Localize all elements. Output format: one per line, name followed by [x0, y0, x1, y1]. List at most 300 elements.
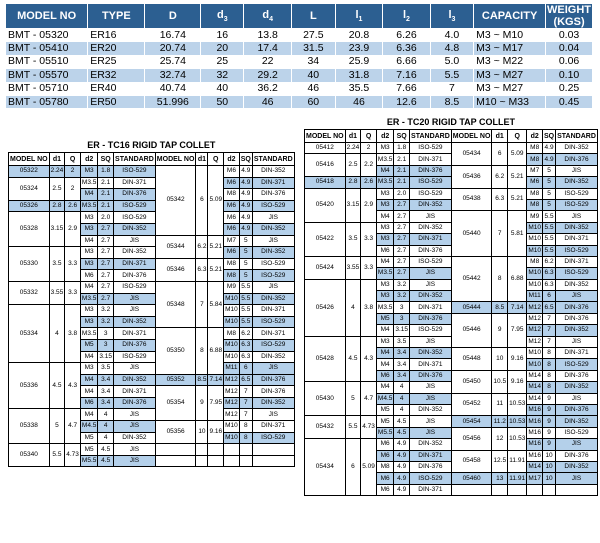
tc16-d2-cell: M3 [80, 363, 97, 375]
tc20-model-cell: 05448 [451, 348, 492, 371]
tc20-sq-cell: 5.5 [543, 245, 556, 256]
spec-cell: 0.06 [546, 55, 593, 68]
tc20-row [305, 336, 598, 347]
tc16-d2-cell: M6 [224, 177, 240, 189]
tc20-d2-cell: M10 [527, 222, 543, 233]
tc16-header-left-0: MODEL NO [9, 153, 50, 166]
tc20-q-cell: 2.9 [361, 188, 377, 222]
tc20-standard-cell: DIN-352 [556, 461, 598, 472]
spec-cell: ER40 [88, 82, 145, 95]
tc20-d2-cell: M6 [376, 439, 393, 450]
tc16-sq-cell: 5 [239, 247, 252, 259]
tc16-row [9, 281, 295, 293]
tc16-sq-cell: 1.8 [98, 166, 114, 178]
tc20-sq-cell: 5 [543, 199, 556, 210]
tc20-row [305, 439, 598, 450]
spec-row [6, 42, 593, 55]
spec-cell: 50 [201, 95, 244, 108]
tc20-sq-cell: 6.3 [543, 268, 556, 279]
tc16-q-cell: 5.09 [208, 166, 224, 236]
tc20-collet-table [304, 115, 598, 496]
tc20-header-left-4: SQ [394, 130, 410, 143]
tc16-sq-cell: 4.9 [239, 166, 252, 178]
tc16-sq-cell: 4.9 [239, 200, 252, 212]
tc16-d2-cell: M3 [80, 212, 97, 224]
spec-cell: 0.45 [546, 95, 593, 108]
spec-cell: 27.5 [291, 29, 335, 42]
tc20-d1-cell: 10.5 [492, 370, 508, 393]
spec-header-8 [430, 4, 473, 29]
tc16-q-cell: 5.84 [208, 281, 224, 327]
tc20-d1-cell: 6 [345, 439, 361, 496]
spec-cell: 5.0 [430, 55, 473, 68]
tc16-standard-cell: ISO-529 [252, 270, 294, 282]
tc16-model-cell: 05340 [9, 444, 50, 467]
tc16-empty-cell [252, 444, 294, 456]
tc16-q-cell: 9.16 [208, 421, 224, 444]
tc16-q-cell: 4.7 [65, 409, 81, 444]
tc20-q-cell: 11.91 [508, 450, 527, 473]
tc20-row [305, 382, 598, 393]
tc16-standard-cell: DIN-352 [114, 223, 156, 235]
tc16-standard-cell: DIN-352 [114, 374, 156, 386]
tc20-model-cell: 05444 [451, 302, 492, 313]
tc20-header-right-2: Q [508, 130, 527, 143]
tc20-header-left-1: d1 [345, 130, 361, 143]
tc20-sq-cell: 4.9 [394, 473, 410, 484]
tc20-standard-cell: DIN-376 [410, 165, 452, 176]
tc20-sq-cell: 4.9 [394, 461, 410, 472]
tc20-standard-cell: DIN-352 [410, 348, 452, 359]
tc16-header-right-2: Q [208, 153, 224, 166]
tc20-q-cell: 3.3 [361, 222, 377, 256]
tc20-model-cell: 05418 [305, 177, 346, 188]
tc16-d2-cell: M12 [224, 386, 240, 398]
tc16-model-cell: 05328 [9, 212, 50, 247]
tc16-standard-cell: ISO-529 [252, 339, 294, 351]
tc16-d1-cell: 10 [196, 421, 208, 444]
tc16-sq-cell: 4 [98, 432, 114, 444]
spec-row [6, 82, 593, 95]
tc20-standard-cell: DIN-376 [410, 313, 452, 324]
tc20-sq-cell: 2.7 [394, 245, 410, 256]
tc20-standard-cell: DIN-376 [556, 370, 598, 381]
spec-cell: ER25 [88, 55, 145, 68]
spec-cell: M3 ~ M17 [474, 42, 546, 55]
tc20-standard-cell: JIS [556, 393, 598, 404]
tc16-sq-cell: 5.5 [239, 316, 252, 328]
tc16-d2-cell: M6 [224, 212, 240, 224]
spec-header-subscript: 2 [406, 16, 410, 24]
tc16-d2-cell: M9 [224, 281, 240, 293]
tc20-model-cell: 05428 [305, 336, 346, 382]
tc20-standard-cell: ISO-529 [556, 268, 598, 279]
tc16-sq-cell: 4.9 [239, 223, 252, 235]
tc20-standard-cell: DIN-371 [410, 234, 452, 245]
tc20-d2-cell: M5.5 [376, 427, 393, 438]
tc16-standard-cell: DIN-376 [114, 270, 156, 282]
tc16-standard-cell: DIN-352 [252, 223, 294, 235]
tc20-sq-cell: 3.5 [394, 336, 410, 347]
tc20-empty-cell [556, 484, 598, 495]
spec-header-4 [244, 4, 292, 29]
spec-table [5, 3, 593, 109]
tc20-standard-cell: JIS [410, 427, 452, 438]
tc20-sq-cell: 3 [394, 302, 410, 313]
tc16-d2-cell: M3 [80, 166, 97, 178]
tc16-d2-cell: M3.5 [80, 177, 97, 189]
tc16-sq-cell: 6.5 [239, 374, 252, 386]
tc20-model-cell: 05458 [451, 450, 492, 473]
tc16-d2-cell: M10 [224, 293, 240, 305]
tc16-d2-cell: M10 [224, 316, 240, 328]
tc20-q-cell: 2.2 [361, 154, 377, 177]
tc16-sq-cell: 3.4 [98, 386, 114, 398]
tc20-model-cell: 05412 [305, 143, 346, 154]
tc16-sq-cell: 6.3 [239, 339, 252, 351]
spec-cell: 4.8 [430, 42, 473, 55]
tc20-d2-cell: M12 [527, 336, 543, 347]
tc16-q-cell: 4.3 [65, 363, 81, 409]
tc16-standard-cell: ISO-529 [114, 281, 156, 293]
tc20-sq-cell: 4 [394, 404, 410, 415]
tc16-standard-cell: DIN-352 [252, 293, 294, 305]
tc16-q-cell: 5.21 [208, 258, 224, 281]
tc20-d2-cell: M3 [376, 279, 393, 290]
tc16-empty-cell [155, 444, 196, 456]
tc20-header-row [305, 130, 598, 143]
tc20-d1-cell: 3.55 [345, 256, 361, 279]
tc20-d2-cell: M10 [527, 279, 543, 290]
tc20-empty-cell [543, 484, 556, 495]
tc20-header-right-5: STANDARD [556, 130, 598, 143]
tc16-row [9, 247, 295, 259]
tc20-standard-cell: JIS [410, 268, 452, 279]
tc20-standard-cell: DIN-352 [410, 291, 452, 302]
tc20-standard-cell: JIS [556, 291, 598, 302]
tc16-standard-cell: DIN-376 [252, 189, 294, 201]
tc16-sq-cell: 2.1 [98, 177, 114, 189]
tc16-q-cell: 6.88 [208, 328, 224, 374]
tc20-q-cell: 10.53 [508, 416, 527, 427]
tc20-standard-cell: DIN-352 [556, 222, 598, 233]
tc20-d2-cell: M11 [527, 291, 543, 302]
tc20-row [305, 222, 598, 233]
tc20-d2-cell: M16 [527, 416, 543, 427]
tc20-sq-cell: 4.9 [543, 143, 556, 154]
tc20-sq-cell: 3.2 [394, 279, 410, 290]
tc20-standard-cell: DIN-376 [556, 313, 598, 324]
spec-cell: 23.9 [335, 42, 383, 55]
tc20-standard-cell: JIS [410, 416, 452, 427]
tc20-standard-cell: DIN-376 [556, 404, 598, 415]
tc16-sq-cell: 2.7 [98, 281, 114, 293]
tc16-sq-cell: 4.5 [98, 444, 114, 456]
tc20-standard-cell: DIN-352 [556, 382, 598, 393]
tc20-sq-cell: 7 [543, 336, 556, 347]
tc20-d2-cell: M5 [376, 313, 393, 324]
tc16-d2-cell: M12 [224, 397, 240, 409]
tc16-sq-cell: 4.9 [239, 212, 252, 224]
tc16-d2-cell: M5 [80, 444, 97, 456]
tc16-sq-cell: 4.9 [239, 177, 252, 189]
tc16-sq-cell: 4.5 [98, 455, 114, 467]
tc20-row [305, 143, 598, 154]
tc16-standard-cell: DIN-376 [252, 374, 294, 386]
tc20-sq-cell: 3.4 [394, 348, 410, 359]
spec-header-3 [201, 4, 244, 29]
tc20-sq-cell: 1.8 [394, 143, 410, 154]
tc20-standard-cell: DIN-352 [410, 439, 452, 450]
tc20-d1-cell: 12.5 [492, 450, 508, 473]
tc20-q-cell: 4.3 [361, 336, 377, 382]
spec-cell: 34 [291, 55, 335, 68]
tc16-standard-cell: JIS [252, 212, 294, 224]
tc20-d2-cell: M4 [376, 256, 393, 267]
tc20-d1-cell: 3.5 [345, 222, 361, 256]
spec-cell: 35.5 [335, 82, 383, 95]
spec-cell: BMT - 05710 [6, 82, 88, 95]
tc16-d1-cell: 6 [196, 166, 208, 236]
tc16-standard-cell: JIS [114, 363, 156, 375]
tc16-q-cell: 3.8 [65, 305, 81, 363]
tc20-sq-cell: 9 [543, 393, 556, 404]
tc20-d1-cell: 2.24 [345, 143, 361, 154]
tc16-header-left-2: Q [65, 153, 81, 166]
tc20-header-left-2: Q [361, 130, 377, 143]
tc20-d2-cell: M6 [376, 484, 393, 495]
tc20-sq-cell: 10 [543, 450, 556, 461]
tc20-standard-cell: DIN-371 [556, 234, 598, 245]
tc16-standard-cell: ISO-529 [252, 432, 294, 444]
tc20-sq-cell: 4 [394, 382, 410, 393]
tc20-model-cell: 05434 [451, 143, 492, 166]
spec-cell: 5.5 [430, 69, 473, 82]
tc16-standard-cell: DIN-371 [252, 305, 294, 317]
tc20-model-cell: 05454 [451, 416, 492, 427]
tc20-standard-cell: ISO-529 [556, 359, 598, 370]
tc16-d2-cell: M3.5 [80, 200, 97, 212]
tc20-sq-cell: 7 [543, 313, 556, 324]
tc20-d2-cell: M4 [376, 382, 393, 393]
tc20-standard-cell: JIS [556, 439, 598, 450]
tc20-d1-cell: 4.5 [345, 336, 361, 382]
tc20-d1-cell: 6 [492, 143, 508, 166]
spec-cell: 12.6 [383, 95, 431, 108]
spec-header-7 [383, 4, 431, 29]
tc16-q-cell: 3.3 [65, 247, 81, 282]
spec-cell: M3 ~ M22 [474, 55, 546, 68]
tc16-d1-cell: 2.5 [49, 177, 65, 200]
tc16-d2-cell: M8 [224, 189, 240, 201]
tc20-d1-cell: 5 [345, 382, 361, 416]
tc20-model-cell: 05440 [451, 211, 492, 257]
spec-cell: M3 ~ M27 [474, 69, 546, 82]
tc20-d2-cell: M6 [376, 370, 393, 381]
tc16-d2-cell: M10 [224, 339, 240, 351]
tc16-sq-cell: 5.5 [239, 281, 252, 293]
spec-cell: 17.4 [244, 42, 292, 55]
tc16-sq-cell: 2.7 [98, 247, 114, 259]
tc20-row [305, 279, 598, 290]
tc20-d2-cell: M3.5 [376, 268, 393, 279]
spec-cell: 13.8 [244, 29, 292, 42]
tc20-standard-cell: ISO-529 [556, 245, 598, 256]
tc20-sq-cell: 2.1 [394, 165, 410, 176]
tc20-d2-cell: M3.5 [376, 302, 393, 313]
tc20-model-cell: 05424 [305, 256, 346, 279]
tc16-standard-cell: DIN-376 [252, 386, 294, 398]
tc16-model-cell: 05346 [155, 258, 196, 281]
tc16-standard-cell: DIN-376 [114, 189, 156, 201]
tc20-d2-cell: M8 [376, 461, 393, 472]
tc16-model-cell: 05338 [9, 409, 50, 444]
tc20-model-cell: 05422 [305, 222, 346, 256]
tc20-sq-cell: 5 [543, 165, 556, 176]
tc16-standard-cell: DIN-371 [114, 328, 156, 340]
tc16-row [9, 177, 295, 189]
tc20-d2-cell: M3 [376, 222, 393, 233]
tc20-standard-cell: DIN-376 [410, 245, 452, 256]
tc20-standard-cell: DIN-371 [410, 154, 452, 165]
tc20-standard-cell: ISO-529 [410, 325, 452, 336]
tc16-standard-cell: DIN-352 [252, 166, 294, 178]
spec-cell: 51.996 [145, 95, 201, 108]
tc16-d2-cell: M10 [224, 305, 240, 317]
tc20-sq-cell: 4.5 [394, 427, 410, 438]
tc16-sq-cell: 2.7 [98, 258, 114, 270]
tc20-q-cell: 5.09 [361, 439, 377, 496]
spec-cell: 60 [291, 95, 335, 108]
tc20-d2-cell: M8 [527, 256, 543, 267]
spec-table-body [6, 29, 593, 109]
tc20-q-cell: 7.95 [508, 313, 527, 347]
tc20-standard-cell: ISO-529 [410, 473, 452, 484]
tc20-sq-cell: 8 [543, 348, 556, 359]
tc16-sq-cell: 2.7 [98, 223, 114, 235]
tc16-d2-cell: M3 [80, 247, 97, 259]
tc16-d1-cell: 6.3 [196, 258, 208, 281]
tc20-sq-cell: 8 [543, 359, 556, 370]
tc16-empty-cell [224, 444, 240, 456]
spec-cell: M3 ~ M27 [474, 82, 546, 95]
tc20-sq-cell: 3 [394, 313, 410, 324]
tc20-d2-cell: M12 [527, 325, 543, 336]
tc16-model-cell: 05342 [155, 166, 196, 236]
tc16-standard-cell: ISO-529 [252, 316, 294, 328]
spec-cell: 31.5 [291, 42, 335, 55]
tc20-sq-cell: 7 [543, 325, 556, 336]
tc20-d2-cell: M5 [376, 416, 393, 427]
tc16-d2-cell: M4 [80, 409, 97, 421]
tc16-d2-cell: M3 [80, 258, 97, 270]
tc20-header-left-3: d2 [376, 130, 393, 143]
spec-cell: 6.66 [383, 55, 431, 68]
tc16-sq-cell: 7 [239, 397, 252, 409]
tc16-q-cell: 2.9 [65, 212, 81, 247]
tc20-sq-cell: 4.9 [394, 484, 410, 495]
tc20-empty-cell [451, 484, 492, 495]
tc20-sq-cell: 6.3 [543, 279, 556, 290]
tc20-sq-cell: 4.5 [394, 416, 410, 427]
tc16-sq-cell: 6.2 [239, 328, 252, 340]
tc16-model-cell: 05354 [155, 386, 196, 421]
tc16-standard-cell: JIS [114, 444, 156, 456]
spec-header-subscript: 1 [358, 16, 363, 24]
tc20-sq-cell: 4.9 [394, 439, 410, 450]
tc20-d2-cell: M10 [527, 234, 543, 245]
tc16-sq-cell: 4 [98, 421, 114, 433]
tc20-d1-cell: 5.5 [345, 416, 361, 439]
tc20-d1-cell: 11.2 [492, 416, 508, 427]
tc20-empty-cell [527, 484, 543, 495]
tc16-sq-cell: 4 [98, 409, 114, 421]
tc16-model-cell: 05336 [9, 363, 50, 409]
tc16-standard-cell: ISO-529 [252, 200, 294, 212]
tc20-q-cell: 10.53 [508, 427, 527, 450]
tc16-q-cell: 7.95 [208, 386, 224, 421]
tc20-standard-cell: DIN-352 [410, 404, 452, 415]
tc16-q-cell: 2.6 [65, 200, 81, 212]
spec-cell: 20.8 [335, 29, 383, 42]
spec-cell: ER50 [88, 95, 145, 108]
tc16-model-cell: 05330 [9, 247, 50, 282]
tc20-d2-cell: M3 [376, 188, 393, 199]
spec-header-0 [6, 4, 88, 29]
tc16-standard-cell: DIN-371 [252, 328, 294, 340]
tc20-table-body [305, 143, 598, 496]
tc16-standard-cell: JIS [114, 421, 156, 433]
tc20-standard-cell: ISO-529 [410, 256, 452, 267]
tc16-standard-cell: JIS [252, 281, 294, 293]
spec-cell: 32 [201, 69, 244, 82]
tc16-standard-cell: JIS [252, 409, 294, 421]
spec-row [6, 95, 593, 108]
tc20-sq-cell: 2.7 [394, 256, 410, 267]
tc16-standard-cell: JIS [114, 455, 156, 467]
tc16-d2-cell: M4 [80, 386, 97, 398]
tc20-model-cell: 05432 [305, 416, 346, 439]
tc20-d1-cell: 8 [492, 256, 508, 302]
tc20-q-cell: 7.14 [508, 302, 527, 313]
spec-cell: 40 [201, 82, 244, 95]
tc16-row [9, 212, 295, 224]
tc16-standard-cell: DIN-352 [114, 432, 156, 444]
tc20-d2-cell: M3.5 [376, 154, 393, 165]
tc20-d2-cell: M16 [527, 439, 543, 450]
tc16-model-cell: 05348 [155, 281, 196, 327]
tc20-d2-cell: M10 [527, 348, 543, 359]
tc16-sq-cell: 6 [239, 363, 252, 375]
spec-header-text: d [216, 8, 224, 21]
tc16-sq-cell: 2.1 [98, 189, 114, 201]
tc20-d2-cell: M4 [376, 211, 393, 222]
tc16-standard-cell: ISO-529 [114, 351, 156, 363]
tc16-standard-cell: DIN-371 [114, 258, 156, 270]
tc20-sq-cell: 6 [543, 291, 556, 302]
tc16-header-row [9, 153, 295, 166]
tc20-model-cell: 05420 [305, 188, 346, 222]
spec-header-subscript: 3 [451, 16, 456, 24]
tc16-d2-cell: M4 [80, 374, 97, 386]
spec-cell: 25 [201, 55, 244, 68]
tc20-standard-cell: DIN-371 [556, 348, 598, 359]
tc20-standard-cell: DIN-371 [556, 256, 598, 267]
spec-cell: 7 [430, 82, 473, 95]
tc16-model-cell: 05322 [9, 166, 50, 178]
spec-cell: BMT - 05570 [6, 69, 88, 82]
tc20-d2-cell: M7 [527, 165, 543, 176]
